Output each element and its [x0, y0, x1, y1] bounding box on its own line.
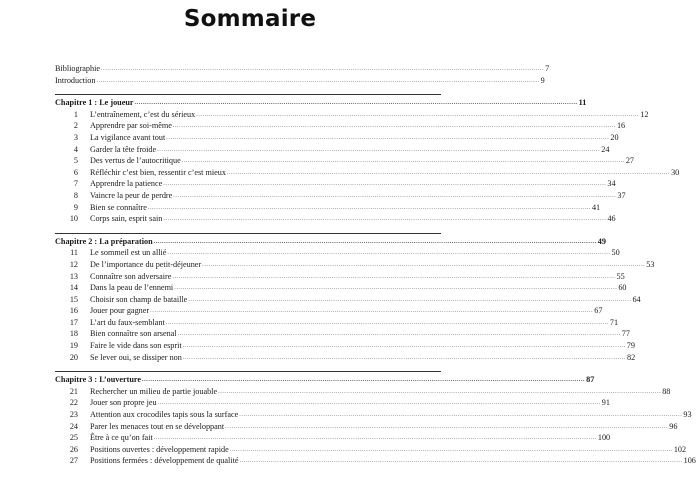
entry-page: 37 — [617, 190, 626, 200]
entry-number: 4 — [73, 144, 78, 154]
toc-entry[interactable] — [55, 386, 671, 399]
dot-leader: ................................................................................................................................................................................................................... — [163, 181, 607, 188]
chapter-section-1 — [55, 94, 680, 226]
entry-number: 8 — [73, 190, 78, 200]
entry-page: 7 — [545, 64, 550, 73]
toc-entry[interactable] — [55, 352, 636, 365]
dot-leader: ................................................................................................................................................................................................................... — [166, 134, 610, 141]
dot-leader: ................................................................................................................................................................................................................... — [226, 169, 671, 176]
entry-number: 25 — [69, 433, 78, 443]
entry-page: 102 — [673, 444, 687, 454]
entry-title: Dans la peau de l’ennemi — [90, 283, 174, 293]
entry-number: 22 — [69, 398, 78, 408]
entry-title: Connaître son adversaire — [90, 271, 172, 281]
entry-number: 1 — [73, 109, 78, 119]
dot-leader: ................................................................................................................................................................................................................... — [147, 204, 591, 211]
dot-leader: ................................................................................................................................................................................................................... — [163, 216, 607, 223]
toc-entry[interactable] — [55, 456, 696, 468]
entry-title: Des vertus de l’autocritique — [90, 156, 181, 166]
dot-leader: ................................................................................................................................................................................................................... — [188, 296, 632, 303]
entry-page: 77 — [621, 329, 630, 339]
toc-entry[interactable] — [55, 283, 627, 295]
dot-leader: ................................................................................................................................................................................................................... — [225, 423, 669, 430]
toc-entry[interactable] — [55, 259, 655, 272]
entry-title: Positions ouvertes : développement rapide — [90, 444, 229, 454]
entry-page: 46 — [607, 214, 616, 224]
dot-leader: ................................................................................................................................................................................................................... — [202, 261, 646, 268]
entry-title: Être à ce qu’on fait — [90, 433, 153, 443]
entry-title: Faire le vide dans son esprit — [90, 341, 182, 351]
entry-title: Jouer son propre jeu — [90, 398, 157, 408]
toc-entry[interactable] — [55, 248, 620, 260]
toc-entry[interactable] — [55, 421, 678, 434]
entry-page: 30 — [671, 167, 680, 177]
entry-number: 24 — [69, 421, 78, 431]
dot-leader: ................................................................................................................................................................................................................... — [182, 343, 626, 350]
entry-number: 9 — [73, 202, 78, 212]
toc-entry[interactable] — [55, 121, 626, 133]
entry-title: Le sommeil est un allié — [90, 248, 167, 258]
entry-page: 27 — [625, 156, 635, 166]
dot-leader: ................................................................................................................................................................................................................... — [96, 77, 540, 84]
entry-page: 9 — [540, 75, 545, 85]
entry-page: 16 — [616, 121, 626, 131]
entry-page: 53 — [646, 259, 655, 269]
entry-number: 10 — [69, 214, 78, 224]
toc-entry[interactable] — [55, 341, 635, 353]
entry-number: 18 — [69, 329, 78, 339]
toc-entry-introduction[interactable] — [55, 75, 545, 88]
chapter-section-2 — [55, 233, 655, 365]
toc-entry[interactable] — [55, 444, 687, 457]
toc-entry[interactable] — [55, 306, 603, 318]
chapter-heading-3[interactable] — [55, 375, 595, 387]
toc-entry[interactable] — [55, 410, 692, 422]
toc-entry[interactable] — [55, 167, 680, 180]
toc-entry[interactable] — [55, 329, 630, 341]
dot-leader: ................................................................................................................................................................................................................... — [150, 308, 594, 315]
entry-title: Jouer pour gagner — [90, 306, 150, 316]
entry-title: Garder la tête froide — [90, 144, 157, 154]
dot-leader: ................................................................................................................................................................................................................... — [229, 446, 673, 453]
entry-page: 79 — [626, 341, 635, 351]
entry-page: 100 — [597, 433, 611, 443]
dot-leader: ................................................................................................................................................................................................................... — [167, 250, 611, 257]
table-of-contents — [55, 64, 696, 468]
entry-page: 106 — [683, 456, 696, 466]
entry-title: La vigilance avant tout — [90, 132, 166, 142]
entry-page: 41 — [591, 202, 601, 212]
toc-entry[interactable] — [55, 294, 641, 307]
dot-leader: ................................................................................................................................................................................................................... — [165, 319, 609, 326]
chapter-page: 87 — [586, 375, 595, 385]
entry-title: Bibliographie — [55, 64, 101, 73]
entry-title: Rechercher un milieu de partie jouable — [90, 386, 218, 396]
entry-number: 11 — [70, 248, 78, 258]
toc-entry[interactable] — [55, 214, 616, 226]
entry-title: L’entraînement, c’est du sérieux — [90, 109, 196, 119]
entry-number: 13 — [69, 271, 78, 281]
dot-leader: ................................................................................................................................................................................................................... — [101, 66, 545, 72]
entry-title: Apprendre par soi-même — [90, 121, 172, 131]
entry-number: 15 — [69, 294, 78, 304]
entry-title: Corps sain, esprit sain — [90, 214, 163, 224]
toc-entry[interactable] — [55, 398, 610, 410]
chapter-title: Chapitre 2 : La préparation — [55, 236, 153, 246]
chapter-page: 49 — [597, 236, 606, 246]
toc-entry[interactable] — [55, 433, 611, 445]
entry-title: Introduction — [55, 75, 96, 85]
entry-title: Bien se connaître — [90, 202, 147, 212]
entry-page: 93 — [683, 410, 692, 420]
entry-number: 3 — [73, 132, 78, 142]
entry-page: 60 — [618, 283, 627, 293]
entry-number: 12 — [69, 259, 78, 269]
entry-title: Se lever oui, se dissiper non — [90, 352, 182, 362]
entry-title: Apprendre la patience — [90, 179, 163, 189]
entry-page: 71 — [609, 317, 619, 327]
dot-leader: ................................................................................................................................................................................................................... — [153, 435, 597, 442]
dot-leader: ................................................................................................................................................................................................................... — [173, 192, 617, 199]
toc-entry[interactable] — [55, 109, 649, 122]
toc-entry[interactable] — [55, 271, 625, 284]
entry-title: De l’importance du petit-déjeuner — [90, 259, 202, 269]
toc-entry[interactable] — [55, 132, 619, 145]
entry-page: 64 — [632, 294, 641, 304]
entry-number: 7 — [73, 179, 78, 189]
dot-leader: ................................................................................................................................................................................................................... — [239, 458, 683, 465]
entry-number: 6 — [73, 167, 78, 177]
dot-leader: ................................................................................................................................................................................................................... — [196, 111, 640, 118]
toc-entry[interactable] — [55, 317, 619, 330]
entry-number: 21 — [69, 386, 78, 396]
entry-number: 14 — [69, 283, 78, 293]
entry-page: 82 — [626, 352, 636, 362]
chapter-section-3 — [55, 371, 696, 468]
toc-entry[interactable] — [55, 144, 610, 157]
entry-number: 5 — [73, 156, 78, 166]
toc-entry[interactable] — [55, 156, 635, 168]
entry-page: 88 — [662, 386, 671, 396]
dot-leader: ................................................................................................................................................................................................................... — [174, 285, 618, 292]
entry-number: 27 — [69, 456, 78, 466]
dot-leader: ................................................................................................................................................................................................................... — [218, 388, 662, 395]
page-title: Sommaire — [183, 6, 317, 32]
entry-page: 91 — [601, 398, 610, 408]
dot-leader: ................................................................................................................................................................................................................... — [181, 158, 625, 165]
entry-title: L’art du faux-semblant — [90, 317, 165, 327]
entry-page: 12 — [640, 109, 649, 119]
toc-entry[interactable] — [55, 179, 616, 191]
entry-title: Attention aux crocodiles tapis sous la surface — [90, 410, 239, 420]
toc-entry[interactable] — [55, 190, 626, 203]
chapter-heading-2[interactable] — [55, 236, 606, 249]
entry-number: 16 — [69, 306, 78, 316]
dot-leader: ................................................................................................................................................................................................................... — [153, 238, 597, 245]
chapter-title: Chapitre 3 : L’ouverture — [55, 375, 142, 385]
dot-leader: ................................................................................................................................................................................................................... — [157, 400, 601, 407]
entry-number: 2 — [73, 121, 78, 131]
entry-page: 20 — [610, 132, 619, 142]
entry-title: Parer les menaces tout en se développant — [90, 421, 225, 431]
dot-leader: ................................................................................................................................................................................................................... — [134, 100, 578, 107]
entry-title: Vaincre la peur de perdre — [90, 190, 173, 200]
dot-leader: ................................................................................................................................................................................................................... — [239, 412, 683, 419]
toc-entry-bibliography[interactable] — [55, 64, 550, 76]
entry-page: 24 — [601, 144, 610, 154]
chapter-page: 11 — [578, 98, 587, 108]
entry-title: Réfléchir c’est bien, ressentir c’est mieux — [90, 167, 226, 177]
chapter-heading-1[interactable] — [55, 98, 587, 110]
toc-entry[interactable] — [55, 202, 601, 215]
dot-leader: ................................................................................................................................................................................................................... — [142, 377, 586, 384]
entry-number: 17 — [69, 317, 78, 327]
entry-page: 55 — [616, 271, 625, 281]
entry-title: Choisir son champ de bataille — [90, 294, 188, 304]
entry-title: Bien connaître son arsenal — [90, 329, 177, 339]
dot-leader: ................................................................................................................................................................................................................... — [182, 354, 626, 361]
entry-number: 19 — [69, 341, 78, 351]
dot-leader: ................................................................................................................................................................................................................... — [177, 331, 621, 338]
entry-number: 26 — [69, 444, 78, 454]
dot-leader: ................................................................................................................................................................................................................... — [172, 123, 616, 130]
entry-number: 23 — [69, 410, 78, 420]
entry-page: 96 — [669, 421, 678, 431]
entry-page: 67 — [594, 306, 603, 316]
entry-page: 50 — [611, 248, 620, 258]
entry-title: Positions fermées : développement de qualité — [90, 456, 239, 466]
chapter-title: Chapitre 1 : Le joueur — [55, 98, 134, 108]
entry-number: 20 — [69, 352, 78, 362]
entry-page: 34 — [607, 179, 616, 189]
dot-leader: ................................................................................................................................................................................................................... — [172, 273, 616, 280]
dot-leader: ................................................................................................................................................................................................................... — [157, 146, 601, 153]
